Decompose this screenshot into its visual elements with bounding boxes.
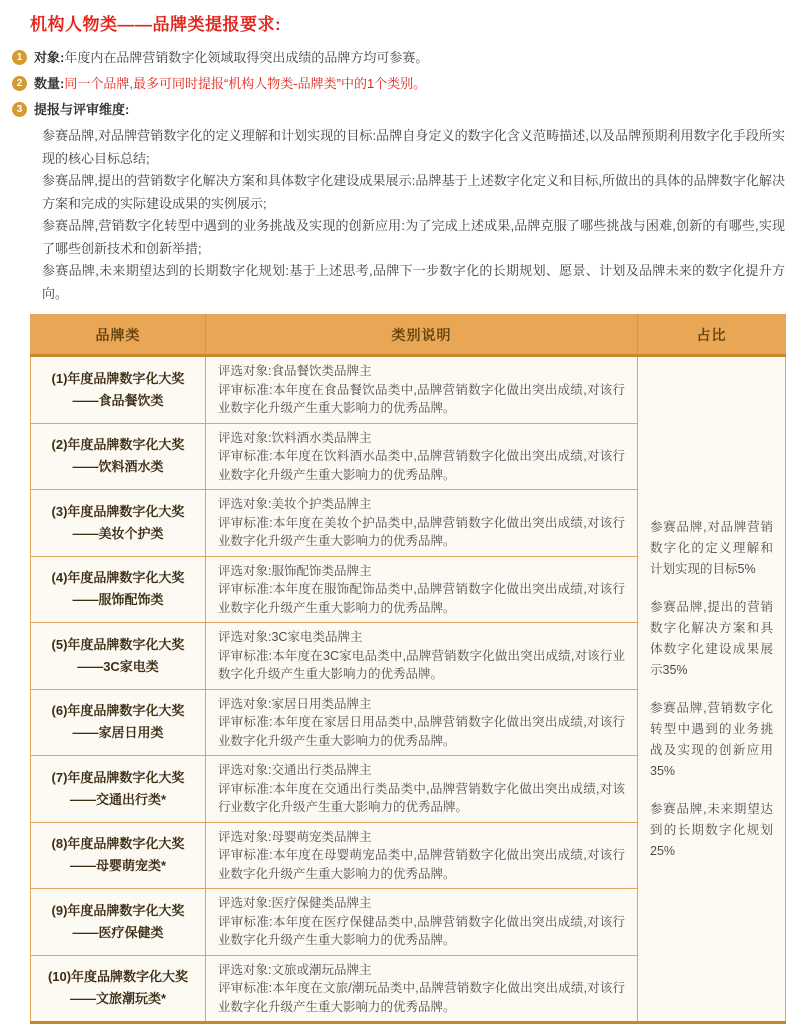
category-cell: (10)年度品牌数字化大奖 ——文旅潮玩类* bbox=[31, 955, 206, 1023]
category-cell: (9)年度品牌数字化大奖 ——医疗保健类 bbox=[31, 889, 206, 956]
column-header-brand-category: 品牌类 bbox=[31, 315, 206, 356]
award-categories-table bbox=[30, 314, 786, 1024]
description-cell: 评选对象:母婴萌宠类品牌主 评审标准:本年度在母婴萌宠品类中,品牌营销数字化做出突出成绩,对该行业数字化升级产生重大影响力的优秀品牌。 bbox=[206, 822, 638, 889]
circled-number-2-icon: 2 bbox=[12, 76, 27, 91]
item-text: 年度内在品牌营销数字化领域取得突出成绩的品牌方均可参赛。 bbox=[64, 50, 429, 65]
category-cell: (3)年度品牌数字化大奖 ——美妆个护类 bbox=[31, 490, 206, 557]
ratio-item-goal: 参赛品牌,对品牌营销数字化的定义理解和计划实现的目标5% bbox=[650, 519, 773, 576]
circled-number-3-icon: 3 bbox=[12, 102, 27, 117]
circled-number-1-icon: 1 bbox=[12, 50, 27, 65]
category-cell: (1)年度品牌数字化大奖 ——食品餐饮类 bbox=[31, 356, 206, 424]
description-cell: 评选对象:交通出行类品牌主 评审标准:本年度在交通出行类品类中,品牌营销数字化做出突出成绩,对该行业数字化升级产生重大影响力的优秀品牌。 bbox=[206, 756, 638, 823]
intro-item-quantity bbox=[12, 71, 785, 97]
description-cell: 评选对象:饮料酒水类品牌主 评审标准:本年度在饮料酒水品类中,品牌营销数字化做出突出成绩,对该行业数字化升级产生重大影响力的优秀品牌。 bbox=[206, 423, 638, 490]
ratio-item-future: 参赛品牌,未来期望达到的长期数字化规划25% bbox=[650, 801, 773, 858]
description-cell: 评选对象:文旅或潮玩品牌主 评审标准:本年度在文旅/潮玩品类中,品牌营销数字化做出突出成绩,对该行业数字化升级产生重大影响力的优秀品牌。 bbox=[206, 955, 638, 1023]
ratio-item-challenge: 参赛品牌,营销数字化转型中遇到的业务挑战及实现的创新应用35% bbox=[650, 700, 773, 778]
description-cell: 评选对象:服饰配饰类品牌主 评审标准:本年度在服饰配饰品类中,品牌营销数字化做出突出成绩,对该行业数字化升级产生重大影响力的优秀品牌。 bbox=[206, 556, 638, 623]
paragraph-goal: 参赛品牌,对品牌营销数字化的定义理解和计划实现的目标:品牌自身定义的数字化含义范畴描述,以及品牌预期利用数字化手段所实现的核心目标总结; bbox=[42, 128, 785, 166]
category-cell: (4)年度品牌数字化大奖 ——服饰配饰类 bbox=[31, 556, 206, 623]
column-header-description: 类别说明 bbox=[206, 315, 638, 356]
category-cell: (6)年度品牌数字化大奖 ——家居日用类 bbox=[31, 689, 206, 756]
ratio-cell bbox=[638, 356, 786, 1023]
ratio-item-solution: 参赛品牌,提出的营销数字化解决方案和具体数字化建设成果展示35% bbox=[650, 599, 773, 677]
paragraph-future: 参赛品牌,未来期望达到的长期数字化规划:基于上述思考,品牌下一步数字化的长期规划、愿景、计划及品牌未来的数字化提升方向。 bbox=[42, 263, 785, 301]
column-header-ratio: 占比 bbox=[638, 315, 786, 356]
description-cell: 评选对象:家居日用类品牌主 评审标准:本年度在家居日用品类中,品牌营销数字化做出突出成绩,对该行业数字化升级产生重大影响力的优秀品牌。 bbox=[206, 689, 638, 756]
category-cell: (8)年度品牌数字化大奖 ——母婴萌宠类* bbox=[31, 822, 206, 889]
criteria-paragraphs bbox=[42, 125, 785, 305]
paragraph-challenge: 参赛品牌,营销数字化转型中遇到的业务挑战及实现的创新应用:为了完成上述成果,品牌克服了哪些挑战与困难,创新的有哪些,实现了哪些创新技术和创新举措; bbox=[42, 218, 785, 256]
item-label: 提报与评审维度: bbox=[34, 102, 130, 117]
item-label: 对象: bbox=[34, 50, 65, 65]
item-text-highlight: 同一个品牌,最多可同时提报“机构人物类-品牌类”中的1个类别。 bbox=[64, 76, 427, 91]
paragraph-solution: 参赛品牌,提出的营销数字化解决方案和具体数字化建设成果展示:品牌基于上述数字化定义和目标,所做出的具体的品牌数字化解决方案和完成的实际建设成果的实例展示; bbox=[42, 173, 785, 211]
intro-item-dimensions bbox=[12, 97, 785, 123]
description-cell: 评选对象:食品餐饮类品牌主 评审标准:本年度在食品餐饮品类中,品牌营销数字化做出突出成绩,对该行业数字化升级产生重大影响力的优秀品牌。 bbox=[206, 356, 638, 424]
item-label: 数量: bbox=[34, 76, 65, 91]
description-cell: 评选对象:医疗保健类品牌主 评审标准:本年度在医疗保健品类中,品牌营销数字化做出突出成绩,对该行业数字化升级产生重大影响力的优秀品牌。 bbox=[206, 889, 638, 956]
category-cell: (2)年度品牌数字化大奖 ——饮料酒水类 bbox=[31, 423, 206, 490]
page-title: 机构人物类——品牌类提报要求: bbox=[30, 15, 282, 34]
table-row bbox=[31, 356, 786, 424]
category-cell: (7)年度品牌数字化大奖 ——交通出行类* bbox=[31, 756, 206, 823]
table-header-row bbox=[31, 315, 786, 356]
description-cell: 评选对象:3C家电类品牌主 评审标准:本年度在3C家电品类中,品牌营销数字化做出突出成绩,对该行业数字化升级产生重大影响力的优秀品牌。 bbox=[206, 623, 638, 690]
category-cell: (5)年度品牌数字化大奖 ——3C家电类 bbox=[31, 623, 206, 690]
description-cell: 评选对象:美妆个护类品牌主 评审标准:本年度在美妆个护品类中,品牌营销数字化做出突出成绩,对该行业数字化升级产生重大影响力的优秀品牌。 bbox=[206, 490, 638, 557]
intro-item-object bbox=[12, 45, 785, 71]
